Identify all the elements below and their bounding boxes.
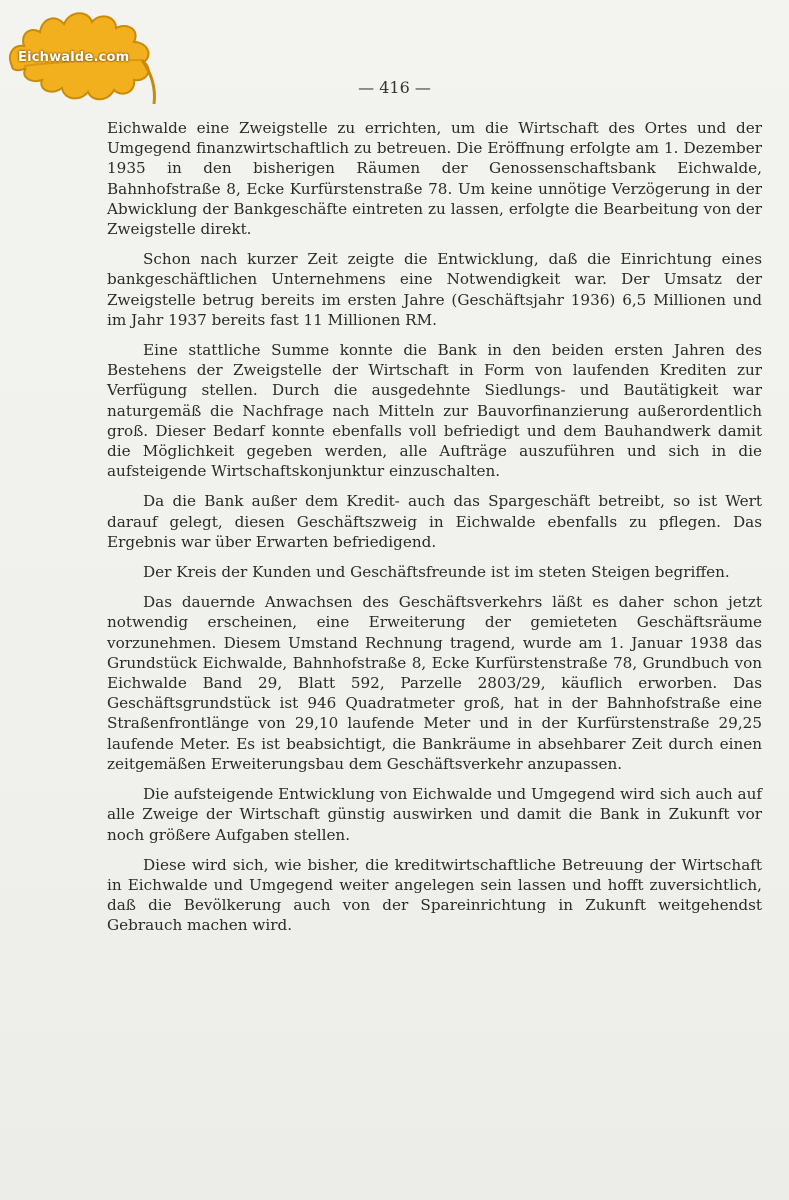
paragraph: Eine stattliche Summe konnte die Bank in den beiden ersten Jahren des Bestehens der Zweigstelle der Wirtschaft in Form von laufenden Krediten zur Verfügung stellen. Durch die ausgedehnte Siedlungs- und Bautätigkeit war naturgemäß die Nachfrage nach Mitteln zur Bauvorfinanzierung außerordentlich groß. Dieser Bedarf konnte ebenfalls voll befriedigt und dem Bauhandwerk damit die Möglichkeit gegeben werden, alle Aufträge auszuführen und sich in die aufsteigende Wirtschaftskonjunktur einzuschalten.: [107, 341, 762, 481]
paragraph: Eichwalde eine Zweigstelle zu errichten, um die Wirtschaft des Ortes und der Umgegend finanzwirtschaftlich zu betreuen. Die Eröffnung erfolgte am 1. Dezember 1935 in den bisherigen Räumen der Genossenschaftsbank Eichwalde, Bahnhofstraße 8, Ecke Kurfürstenstraße 78. Um keine unnötige Verzögerung in der Abwicklung der Bankgeschäfte eintreten zu lassen, erfolgte die Bearbeitung von der Zweigstelle direkt.: [107, 119, 762, 239]
paragraph: Diese wird sich, wie bisher, die kreditwirtschaftliche Betreuung der Wirtschaft in Eichwalde und Umgegend weiter angelegen sein lassen und hofft zuversichtlich, daß die Bevölkerung auch von der Spareinrichtung in Zukunft weitgehendst Gebrauch machen wird.: [107, 855, 762, 935]
page-number: — 416 —: [358, 78, 431, 97]
site-logo[interactable]: [4, 4, 164, 114]
body-text: [107, 118, 762, 946]
logo-text: Eichwalde.com: [18, 50, 130, 65]
paragraph: Da die Bank außer dem Kredit- auch das Spargeschäft betreibt, so ist Wert darauf gelegt, diesen Geschäftszweig in Eichwalde ebenfalls zu pflegen. Das Ergebnis war über Erwarten befriedigend.: [107, 492, 762, 551]
paragraph: Das dauernde Anwachsen des Geschäftsverkehrs läßt es daher schon jetzt notwendig erscheinen, eine Erweiterung der gemieteten Geschäftsräume vorzunehmen. Diesem Umstand Rechnung tragend, wurde am 1. Januar 1938 das Grundstück Eichwalde, Bahnhofstraße 8, Ecke Kurfürstenstraße 78, Grundbuch von Eichwalde Band 29, Blatt 592, Parzelle 2803/29, käuflich erworben. Das Geschäftsgrundstück ist 946 Quadratmeter groß, hat in der Bahnhofstraße eine Straßenfrontlänge von 29,10 laufende Meter und in der Kurfürstenstraße 29,25 laufende Meter. Es ist beabsichtigt, die Bankräume in absehbarer Zeit durch einen zeitgemäßen Erweiterungsbau dem Geschäftsverkehr anzupassen.: [107, 593, 762, 773]
paragraph: Die aufsteigende Entwicklung von Eichwalde und Umgegend wird sich auch auf alle Zweige der Wirtschaft günstig auswirken und damit die Bank in Zukunft vor noch größere Aufgaben stellen.: [107, 785, 762, 844]
paragraph: Schon nach kurzer Zeit zeigte die Entwicklung, daß die Einrichtung eines bankgeschäftlichen Unternehmens eine Notwendigkeit war. Der Umsatz der Zweigstelle betrug bereits im ersten Jahre (Geschäftsjahr 1936) 6,5 Millionen und im Jahr 1937 bereits fast 11 Millionen RM.: [107, 250, 762, 329]
paragraph: Der Kreis der Kunden und Geschäftsfreunde ist im steten Steigen begriffen.: [143, 563, 730, 582]
